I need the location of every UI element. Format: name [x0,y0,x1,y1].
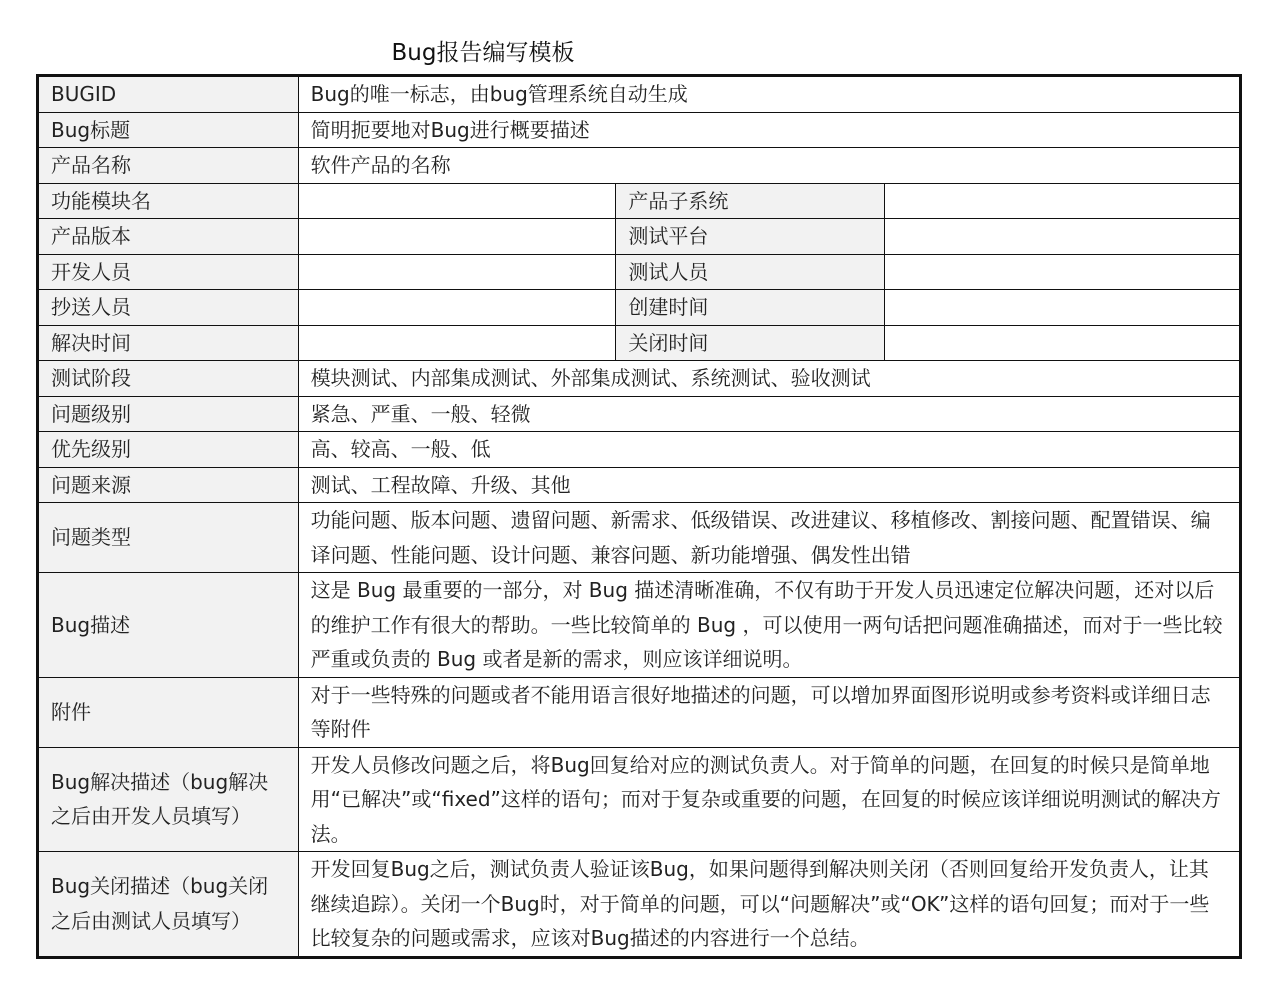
table-row [38,677,1241,747]
field-label: 测试平台 [616,219,885,255]
bug-report-template-table [36,74,1242,959]
table-row [38,183,1241,219]
field-label: 抄送人员 [38,290,299,326]
field-value-empty [298,183,616,219]
field-label: 创建时间 [616,290,885,326]
table-row [38,432,1241,468]
field-value-empty [885,219,1241,255]
field-value-empty [298,219,616,255]
field-value: 功能问题、版本问题、遗留问题、新需求、低级错误、改进建议、移植修改、割接问题、配置错误、编译问题、性能问题、设计问题、兼容问题、新功能增强、偶发性出错 [298,503,1240,573]
field-value-empty [298,290,616,326]
field-value: 开发回复Bug之后，测试负责人验证该Bug，如果问题得到解决则关闭（否则回复给开发负责人，让其继续追踪）。关闭一个Bug时，对于简单的问题，可以“问题解决”或“OK”这样的语句回复；而对于一些比较复杂的问题或需求，应该对Bug描述的内容进行一个总结。 [298,852,1240,958]
table-row [38,503,1241,573]
table-row [38,852,1241,958]
field-value-empty [298,254,616,290]
table-row [38,573,1241,678]
field-value: 这是 Bug 最重要的一部分，对 Bug 描述清晰准确，不仅有助于开发人员迅速定位解决问题，还对以后的维护工作有很大的帮助。一些比较简单的 Bug ，可以使用一两句话把问题准确描述，而对于一些比较严重或负责的 Bug 或者是新的需求，则应该详细说明。 [298,573,1240,678]
field-label: 产品版本 [38,219,299,255]
field-value: 软件产品的名称 [298,148,1240,184]
field-label: Bug解决描述（bug解决之后由开发人员填写） [38,747,299,852]
field-value: 开发人员修改问题之后，将Bug回复给对应的测试负责人。对于简单的问题，在回复的时候只是简单地用“已解决”或“fixed”这样的语句；而对于复杂或重要的问题，在回复的时候应该详细说明测试的解决方法。 [298,747,1240,852]
field-label: Bug关闭描述（bug关闭之后由测试人员填写） [38,852,299,958]
field-value-empty [885,183,1241,219]
field-label: 附件 [38,677,299,747]
table-row [38,254,1241,290]
table-row [38,396,1241,432]
field-value-empty [885,325,1241,361]
field-label: BUGID [38,76,299,113]
field-value: 紧急、严重、一般、轻微 [298,396,1240,432]
field-label: 解决时间 [38,325,299,361]
field-value: 简明扼要地对Bug进行概要描述 [298,112,1240,148]
table-row [38,219,1241,255]
field-label: 功能模块名 [38,183,299,219]
field-label: 测试阶段 [38,361,299,397]
field-label: 产品子系统 [616,183,885,219]
field-label: 产品名称 [38,148,299,184]
field-value: 高、较高、一般、低 [298,432,1240,468]
field-label: Bug标题 [38,112,299,148]
field-value: 对于一些特殊的问题或者不能用语言很好地描述的问题，可以增加界面图形说明或参考资料或详细日志等附件 [298,677,1240,747]
field-value: 模块测试、内部集成测试、外部集成测试、系统测试、验收测试 [298,361,1240,397]
table-row [38,148,1241,184]
field-value-empty [885,290,1241,326]
field-label: 关闭时间 [616,325,885,361]
field-label: 问题级别 [38,396,299,432]
table-row [38,76,1241,113]
table-row [38,361,1241,397]
field-value-empty [298,325,616,361]
field-label: 问题来源 [38,467,299,503]
table-row [38,290,1241,326]
table-row [38,112,1241,148]
table-row [38,747,1241,852]
document-title: Bug报告编写模板 [391,40,575,66]
field-label: Bug描述 [38,573,299,678]
field-label: 优先级别 [38,432,299,468]
field-label: 开发人员 [38,254,299,290]
field-value: Bug的唯一标志，由bug管理系统自动生成 [298,76,1240,113]
field-label: 测试人员 [616,254,885,290]
field-value-empty [885,254,1241,290]
field-label: 问题类型 [38,503,299,573]
table-row [38,467,1241,503]
table-row [38,325,1241,361]
field-value: 测试、工程故障、升级、其他 [298,467,1240,503]
